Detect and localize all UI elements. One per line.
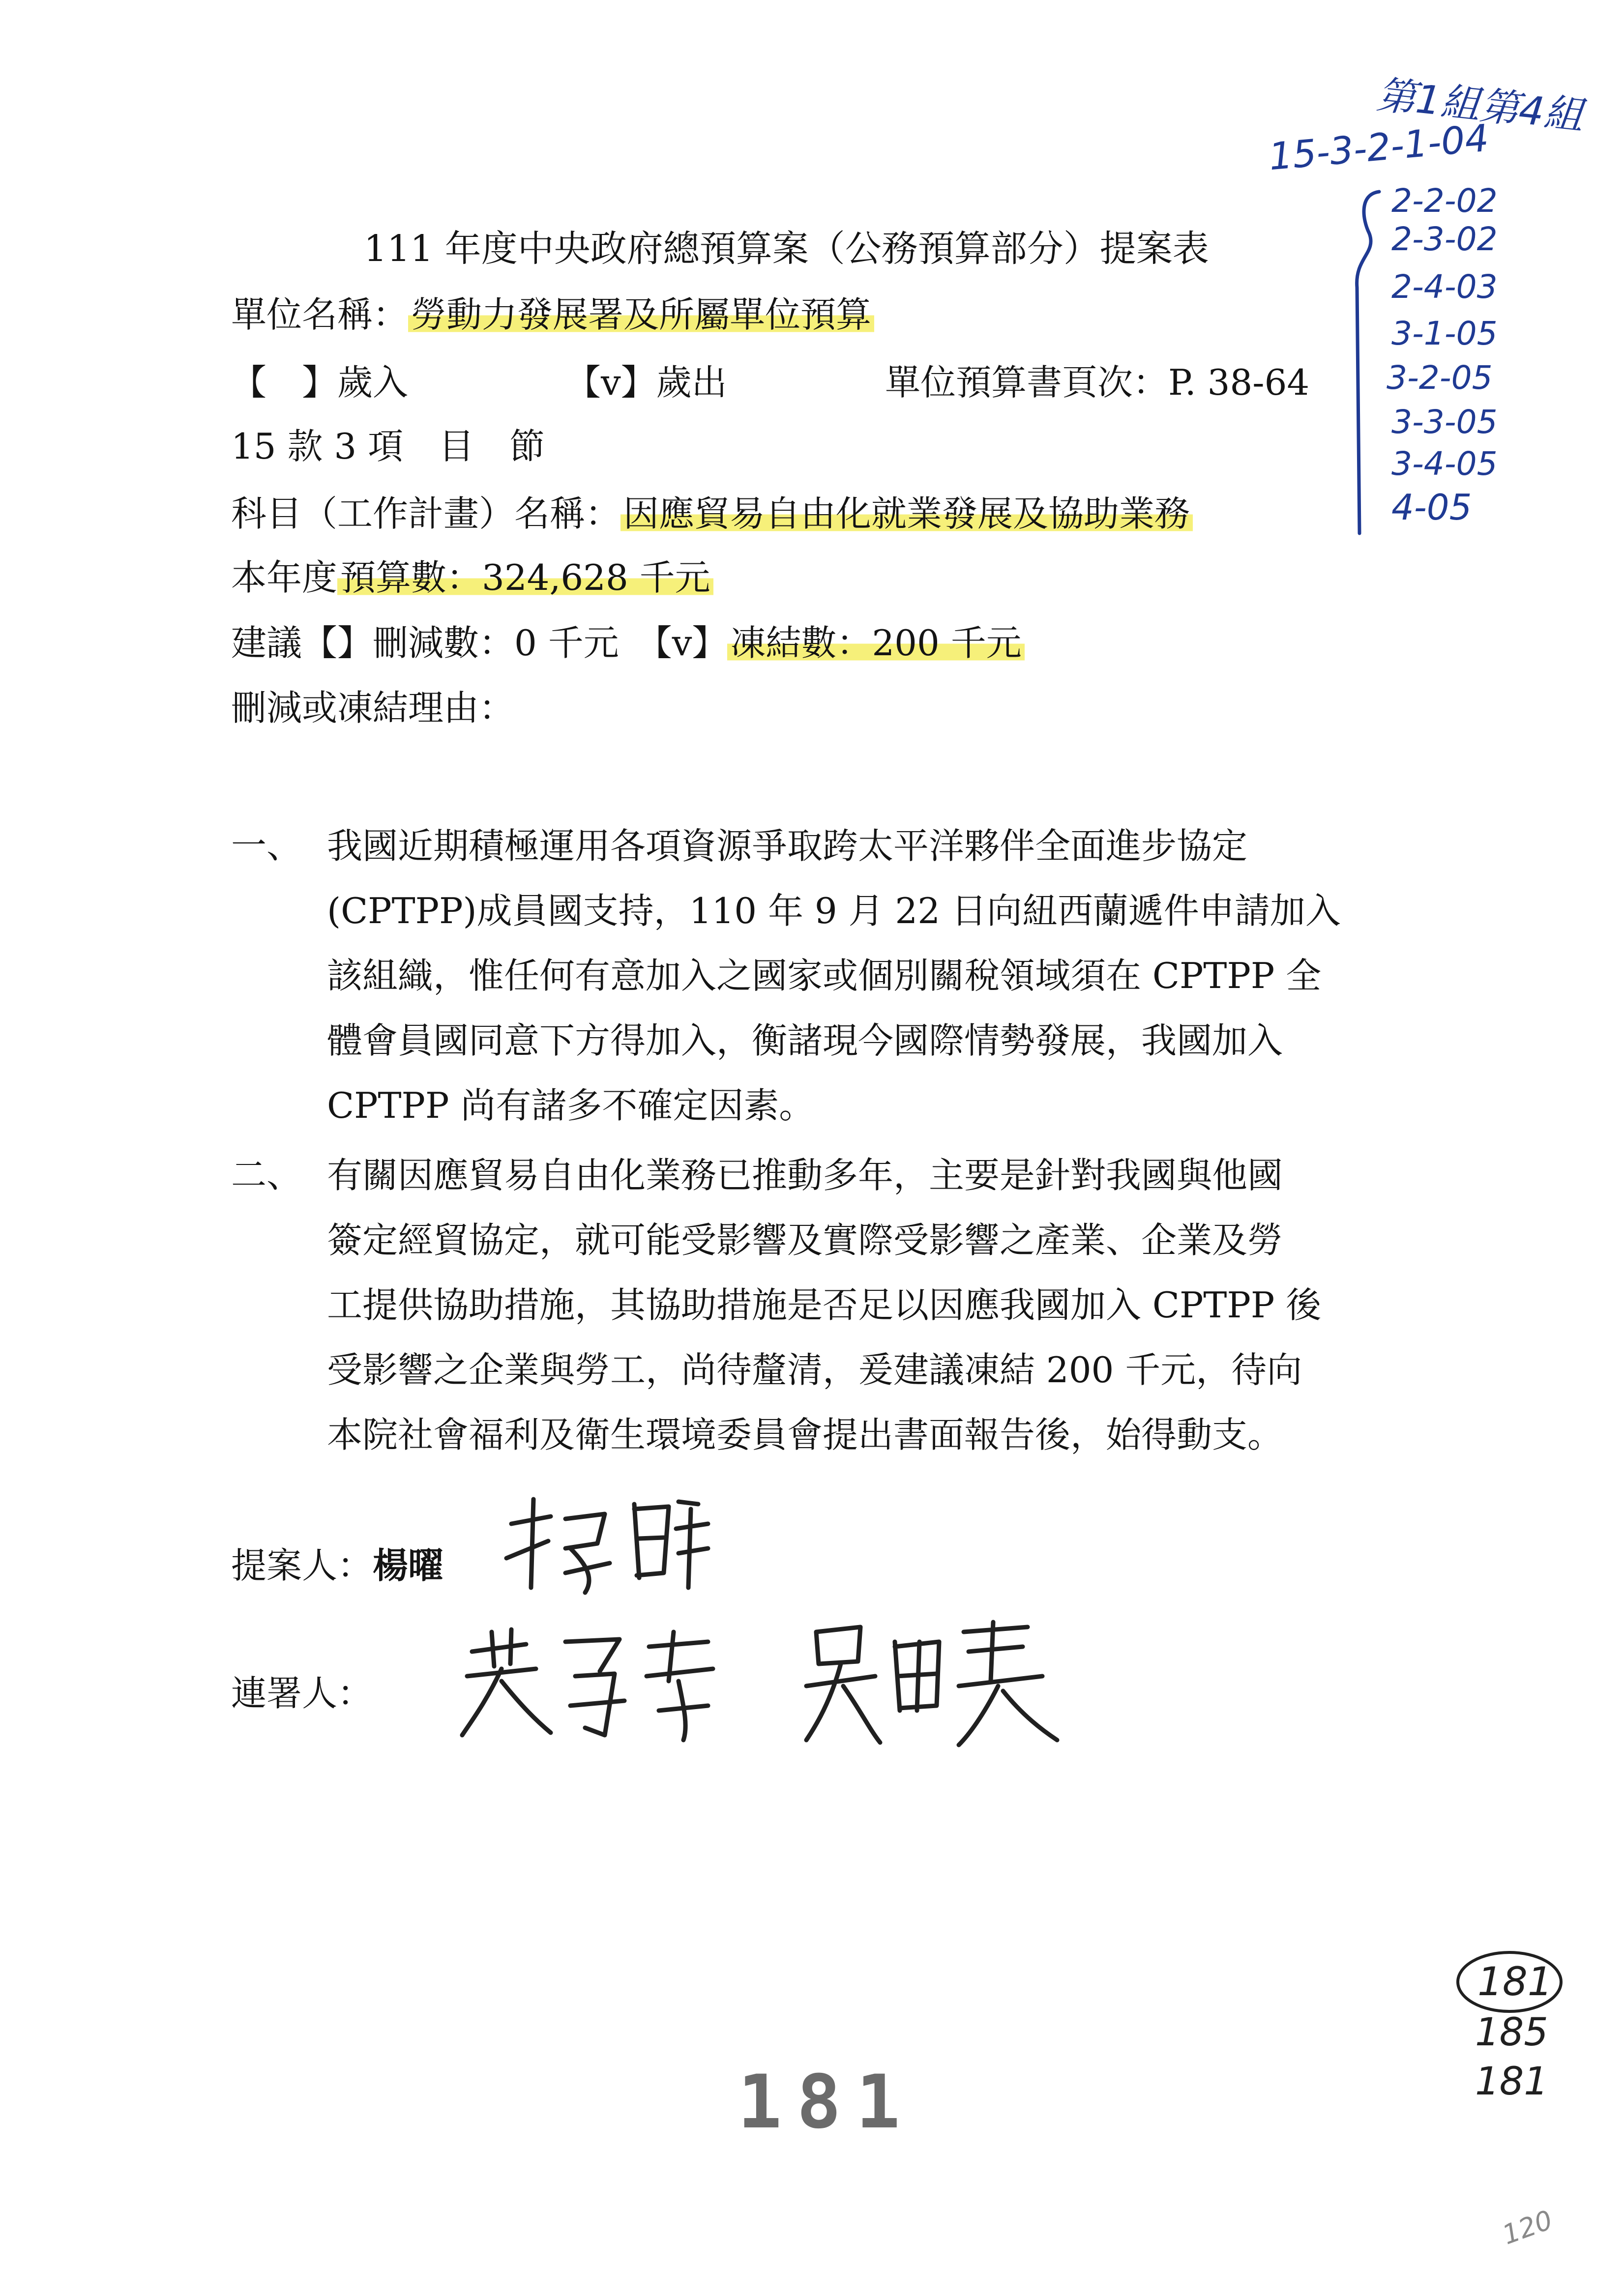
cosigner-signature-2: [797, 1612, 1072, 1750]
unit-label: 單位名稱：: [231, 294, 409, 335]
item-2-line: 受影響之企業與勞工，尚待釐清，爰建議凍結 200 千元，待向: [327, 1349, 1302, 1391]
page-number: 181: [738, 2060, 915, 2145]
item-1-line: (CPTPP)成員國支持，110 年 9 月 22 日向紐西蘭遞件申請加入: [327, 890, 1341, 931]
subject-row: [231, 489, 1193, 538]
proposer-row: [231, 1541, 443, 1590]
cosigner-label: 連署人：: [231, 1673, 373, 1714]
item-number-1: 一、: [231, 825, 302, 866]
document-title: 111 年度中央政府總預算案（公務預算部分）提案表: [364, 228, 1209, 270]
budget-pages: 單位預算書頁次：P. 38-64: [885, 362, 1310, 403]
item-1-line: 我國近期積極運用各項資源爭取跨太平洋夥伴全面進步協定: [327, 825, 1248, 867]
group-note: 第1組第4組: [1374, 72, 1586, 139]
item-2-line: 有關因應貿易自由化業務已推動多年，主要是針對我國與他國: [327, 1155, 1283, 1196]
expense-checkbox: 【v】歲出: [565, 362, 727, 403]
margin-bracket: [1350, 189, 1389, 543]
freeze-amount: 凍結數：200 千元: [727, 622, 1024, 664]
margin-code-5: 3-1-05: [1391, 315, 1498, 352]
item-1-line: CPTPP 尚有諸多不確定因素。: [327, 1085, 815, 1126]
item-2-line: 簽定經貿協定，就可能受影響及實際受影響之產業、企業及勞: [327, 1220, 1283, 1261]
item-2-line: 本院社會福利及衛生環境委員會提出書面報告後，始得動支。: [327, 1414, 1283, 1455]
unit-value: 勞動力發展署及所屬單位預算: [408, 294, 874, 335]
item-1-line: 該組織，惟任何有意加入之國家或個別關稅領域須在 CPTPP 全: [327, 955, 1322, 996]
subject-label: 科目（工作計畫）名稱：: [231, 493, 621, 534]
unit-row: [231, 290, 874, 339]
cosigner-signature-1: [452, 1622, 728, 1750]
budget-row: [231, 553, 713, 602]
item-paragraph-1: [327, 814, 1341, 1138]
item-1-line: 體會員國同意下方得加入，衡諸現今國際情勢發展，我國加入: [327, 1020, 1283, 1061]
page-mark-3: 181: [1475, 2060, 1548, 2104]
page-mark-1: 181: [1477, 1959, 1553, 2005]
item-2-line: 工提供協助措施，其協助措施是否足以因應我國加入 CPTPP 後: [327, 1284, 1322, 1326]
margin-code-9: 4-05: [1391, 487, 1472, 528]
margin-code-6: 3-2-05: [1387, 359, 1493, 397]
margin-code-8: 3-4-05: [1391, 445, 1498, 483]
proposer-name: 楊曜: [373, 1544, 444, 1586]
page-mark-2: 185: [1475, 2010, 1548, 2055]
item-number-2: 二、: [231, 1154, 302, 1195]
suggestion-row: [231, 618, 1025, 668]
margin-code-2: 2-2-02: [1391, 182, 1498, 220]
item-row: 15 款 3 項 目 節: [231, 426, 545, 467]
subject-value: 因應貿易自由化就業發展及協助業務: [620, 493, 1193, 534]
budget-value: 預算數：324,628 千元: [337, 557, 713, 598]
margin-code-3: 2-3-02: [1391, 220, 1498, 258]
reason-label: 刪減或凍結理由：: [231, 687, 515, 728]
margin-code-4: 2-4-03: [1391, 268, 1498, 306]
budget-prefix: 本年度: [231, 557, 338, 598]
proposer-label: 提案人：: [231, 1545, 373, 1586]
suggestion-prefix: 建議【】刪減數：0 千元 【v】: [231, 622, 728, 664]
item-paragraph-2: [327, 1143, 1321, 1467]
corner-mark: 120: [1498, 2204, 1557, 2251]
margin-code-1: 15-3-2-1-04: [1267, 116, 1491, 179]
revenue-checkbox: 【 】歲入: [231, 362, 409, 403]
proposer-signature: [492, 1489, 718, 1598]
type-row: [231, 358, 408, 407]
margin-code-7: 3-3-05: [1391, 403, 1498, 441]
